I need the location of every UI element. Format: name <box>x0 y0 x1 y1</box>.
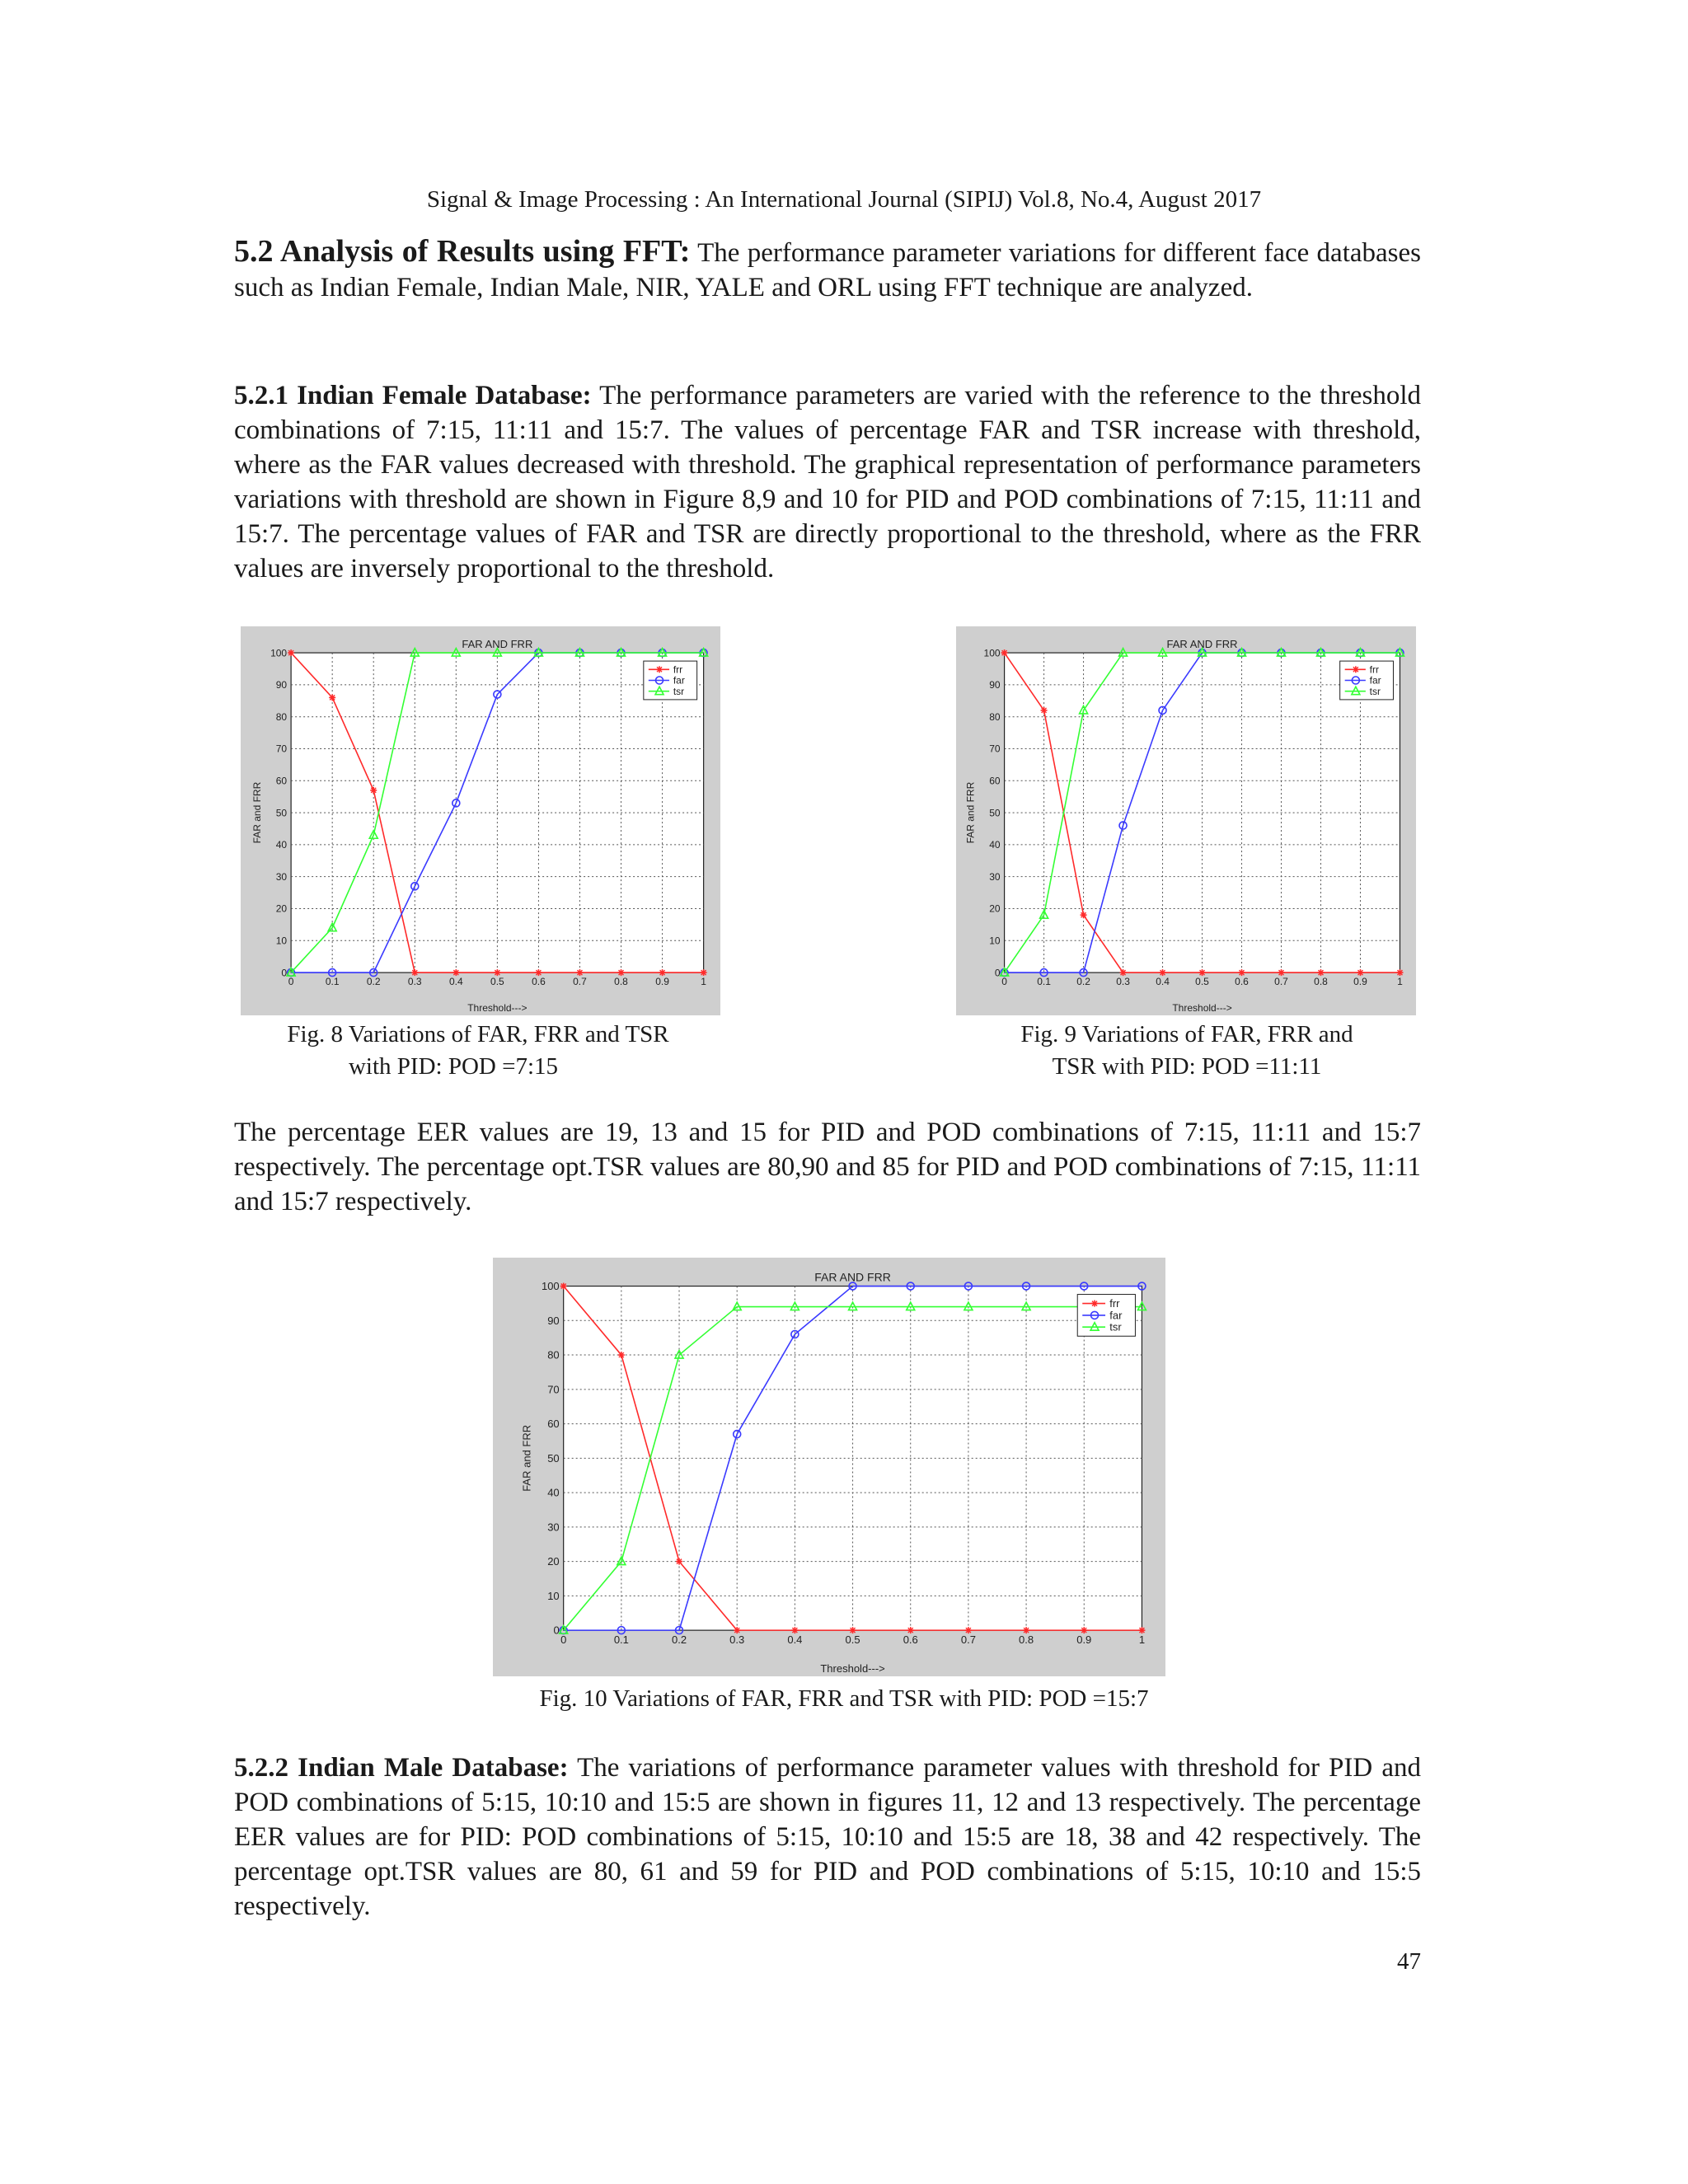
legend-marker <box>656 666 663 673</box>
legend-entry-far: far <box>1109 1309 1123 1322</box>
section-5-2-title: 5.2 Analysis of Results using FFT: <box>234 234 691 269</box>
legend-entry-far: far <box>673 674 685 687</box>
x-tick-label: 0.4 <box>448 976 463 988</box>
y-tick-label: 30 <box>275 870 288 883</box>
x-axis-label: Threshold---> <box>1172 1002 1232 1014</box>
y-tick-label: 90 <box>275 679 288 691</box>
series-frr-point <box>907 1627 914 1633</box>
series-frr-point <box>850 1627 856 1633</box>
x-tick-label: 0.5 <box>845 1633 860 1647</box>
legend-entry-far: far <box>1369 674 1381 687</box>
series-frr-point <box>1081 1627 1087 1633</box>
y-tick-label: 50 <box>275 807 288 819</box>
x-tick-label: 0.6 <box>903 1633 918 1647</box>
section-5-2-1-title: 5.2.1 Indian Female Database: <box>234 381 592 410</box>
series-frr-point <box>659 969 666 976</box>
series-frr-point <box>452 969 459 976</box>
legend-entry-frr: frr <box>1369 663 1379 676</box>
x-tick-label: 0.3 <box>1116 976 1130 988</box>
series-frr-point <box>1239 969 1245 976</box>
y-tick-label: 10 <box>275 935 288 947</box>
series-frr-point <box>1138 1627 1145 1633</box>
series-frr-point <box>1317 969 1324 976</box>
x-tick-label: 0.9 <box>1076 1633 1092 1647</box>
y-tick-label: 0 <box>281 967 288 979</box>
legend-entry-tsr: tsr <box>673 685 685 697</box>
series-frr-point <box>1023 1627 1029 1633</box>
series-frr-point <box>494 969 500 976</box>
series-frr-point <box>734 1627 740 1633</box>
series-frr-point <box>411 969 418 976</box>
y-tick-label: 60 <box>547 1418 560 1431</box>
y-tick-label: 50 <box>989 807 1001 819</box>
series-frr-point <box>1396 969 1403 976</box>
x-tick-label: 0.8 <box>1314 976 1328 988</box>
series-frr-point <box>676 1558 682 1565</box>
x-tick-label: 0 <box>288 976 294 988</box>
figure-9-caption-line-2: TSR with PID: POD =11:11 <box>1052 1053 1322 1080</box>
series-frr-point <box>1120 969 1127 976</box>
x-tick-label: 0.4 <box>1156 976 1170 988</box>
figure-10-caption: Fig. 10 Variations of FAR, FRR and TSR with PID: POD =15:7 <box>539 1685 1149 1712</box>
chart-title: FAR AND FRR <box>462 638 533 651</box>
y-tick-label: 0 <box>553 1624 560 1637</box>
series-frr-point <box>329 694 335 701</box>
y-tick-label: 60 <box>989 775 1001 787</box>
x-tick-label: 0.2 <box>671 1633 687 1647</box>
x-tick-label: 0.3 <box>407 976 422 988</box>
section-5-2-2-body: The variations of performance parameter values with threshold for PID and POD combinations of 5:15, 10:10 and 15:5 are shown in figures 11, 12 and 13 respectively. The percentage EER values are for PID: POD combinations of 5:15, 10:10 and 15:5 are 18, 38 and 42 respectively. The percentage opt.TSR values are 80, 61 and 59 for PID and POD combinations of 5:15, 10:10 and 15:5 respectively. <box>234 1753 1422 1921</box>
y-tick-label: 100 <box>270 647 288 659</box>
x-tick-label: 0.2 <box>366 976 381 988</box>
series-frr-point <box>618 1352 625 1358</box>
series-frr-point <box>560 1283 567 1290</box>
legend <box>1077 1295 1135 1337</box>
legend-marker <box>1091 1301 1098 1307</box>
y-tick-label: 40 <box>547 1486 560 1499</box>
series-frr-point <box>965 1627 972 1633</box>
x-tick-label: 1 <box>1138 1633 1146 1647</box>
x-tick-label: 0.5 <box>1195 976 1209 988</box>
section-5-2-1 <box>234 378 1421 586</box>
y-tick-label: 80 <box>989 710 1001 723</box>
figure-9-chart <box>956 626 1416 1015</box>
journal-header: Signal & Image Processing : An International Journal (SIPIJ) Vol.8, No.4, August 2017 <box>426 186 1262 213</box>
series-frr-point <box>1041 707 1048 714</box>
series-frr-point <box>618 969 625 976</box>
section-5-2-1-body: The performance parameters are varied with the reference to the threshold combinations of 7:15, 11:11 and 15:7. The values of percentage FAR and TSR increase with threshold, where as the FAR values decreased with threshold. The graphical representation of performance parameters variations with threshold are shown in Figure 8,9 and 10 for PID and POD combinations of 7:15, 11:11 and 15:7. The percentage values of FAR and TSR are directly proportional to the threshold, where as the FRR values are inversely proportional to the threshold. <box>234 381 1421 583</box>
y-tick-label: 100 <box>541 1280 560 1293</box>
series-frr-point <box>701 969 707 976</box>
y-tick-label: 20 <box>275 902 288 915</box>
y-tick-label: 60 <box>275 775 288 787</box>
y-tick-label: 40 <box>275 839 288 851</box>
x-tick-label: 0.2 <box>1076 976 1090 988</box>
section-5-2-2-title: 5.2.2 Indian Male Database: <box>234 1753 569 1783</box>
y-tick-label: 20 <box>547 1555 560 1568</box>
series-frr-point <box>1199 969 1206 976</box>
y-axis-label: FAR and FRR <box>964 781 977 844</box>
page-number: 47 <box>1397 1948 1421 1975</box>
x-tick-label: 0.1 <box>325 976 340 988</box>
figure-8-caption-line-2: with PID: POD =7:15 <box>348 1053 559 1080</box>
figure-8-caption-line-1: Fig. 8 Variations of FAR, FRR and TSR <box>287 1021 669 1047</box>
x-tick-label: 0.3 <box>729 1633 745 1647</box>
chart-title: FAR AND FRR <box>814 1270 891 1284</box>
series-frr-point <box>1357 969 1363 976</box>
figure-8-svg <box>241 626 720 1015</box>
figure-9-caption <box>973 1019 1401 1083</box>
x-tick-label: 0.1 <box>1037 976 1051 988</box>
section-5-2 <box>234 234 1421 305</box>
legend <box>1340 661 1394 700</box>
x-tick-label: 0 <box>560 1633 567 1647</box>
series-frr-point <box>576 969 583 976</box>
legend-entry-tsr: tsr <box>1369 685 1381 697</box>
y-tick-label: 10 <box>989 935 1001 947</box>
x-tick-label: 0.7 <box>573 976 587 988</box>
eer-paragraph: The percentage EER values are 19, 13 and 15 for PID and POD combinations of 7:15, 11:11 and 15:7 respectively. The percentage opt.TSR values are 80,90 and 85 for PID and POD combinations of 7:15, 11:11 and 15:7 respectively. <box>234 1118 1421 1216</box>
figure-9-caption-line-1: Fig. 9 Variations of FAR, FRR and <box>1020 1021 1353 1047</box>
y-tick-label: 90 <box>989 679 1001 691</box>
legend-entry-frr: frr <box>1109 1297 1120 1310</box>
y-tick-label: 70 <box>547 1383 560 1396</box>
legend-entry-frr: frr <box>673 663 683 676</box>
y-tick-label: 0 <box>994 967 1001 979</box>
series-frr-point <box>791 1627 798 1633</box>
y-axis-label: FAR and FRR <box>251 781 263 844</box>
x-tick-label: 0.8 <box>614 976 628 988</box>
y-tick-label: 20 <box>989 902 1001 915</box>
y-axis-label: FAR and FRR <box>520 1424 533 1492</box>
figure-8-caption <box>239 1019 717 1083</box>
section-5-2-body: The performance parameter variations for different face databases such as Indian Female, Indian Male, NIR, YALE and ORL using FFT technique are analyzed. <box>234 238 1421 302</box>
figure-10-chart <box>493 1258 1165 1676</box>
y-tick-label: 80 <box>275 710 288 723</box>
y-tick-label: 90 <box>547 1314 560 1327</box>
series-frr-point <box>1278 969 1285 976</box>
y-tick-label: 30 <box>547 1521 560 1534</box>
x-tick-label: 0.7 <box>1274 976 1288 988</box>
x-tick-label: 0.5 <box>490 976 504 988</box>
x-tick-label: 0.8 <box>1019 1633 1034 1647</box>
x-tick-label: 0.6 <box>532 976 546 988</box>
x-tick-label: 0 <box>1001 976 1007 988</box>
series-frr-point <box>288 649 294 656</box>
figure-9-svg <box>956 626 1416 1015</box>
legend <box>644 661 697 700</box>
y-tick-label: 50 <box>547 1451 560 1465</box>
x-tick-label: 0.6 <box>1235 976 1249 988</box>
x-tick-label: 0.9 <box>1353 976 1367 988</box>
figure-10-svg <box>493 1258 1165 1676</box>
y-tick-label: 10 <box>547 1589 560 1602</box>
x-tick-label: 1 <box>1397 976 1403 988</box>
y-tick-label: 80 <box>547 1348 560 1361</box>
section-5-2-2 <box>234 1750 1421 1924</box>
series-frr-point <box>1001 649 1008 656</box>
x-axis-label: Threshold---> <box>467 1002 528 1014</box>
y-tick-label: 100 <box>983 647 1001 659</box>
series-frr-point <box>1081 912 1087 918</box>
legend-marker <box>1353 666 1359 673</box>
y-tick-label: 40 <box>989 839 1001 851</box>
series-frr-point <box>535 969 542 976</box>
y-tick-label: 70 <box>275 743 288 755</box>
y-tick-label: 30 <box>989 870 1001 883</box>
legend-entry-tsr: tsr <box>1109 1320 1122 1333</box>
figure-8-chart <box>241 626 720 1015</box>
x-tick-label: 1 <box>701 976 706 988</box>
series-frr-point <box>370 787 377 794</box>
x-tick-label: 0.9 <box>655 976 669 988</box>
x-tick-label: 0.1 <box>613 1633 629 1647</box>
x-tick-label: 0.7 <box>960 1633 976 1647</box>
chart-title: FAR AND FRR <box>1166 638 1238 651</box>
series-frr-point <box>1160 969 1166 976</box>
x-tick-label: 0.4 <box>787 1633 803 1647</box>
x-axis-label: Threshold---> <box>820 1662 885 1675</box>
y-tick-label: 70 <box>989 743 1001 755</box>
